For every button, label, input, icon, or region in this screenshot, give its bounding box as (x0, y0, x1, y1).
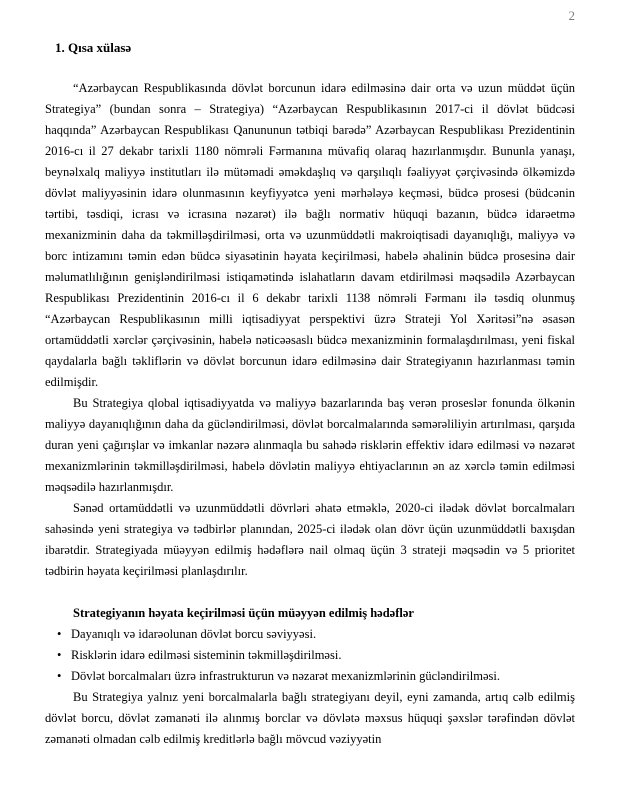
bullet-item: • Dövlət borcalmaları üzrə infrastrukturun və nəzarət mexanizmlərinin gücləndirilməsi. (45, 666, 575, 687)
subsection-heading: Strategiyanın həyata keçirilməsi üçün müəyyən edilmiş hədəflər (73, 606, 414, 620)
paragraph-1: “Azərbaycan Respublikasında dövlət borcunun idarə edilməsinə dair orta və uzun müddət üçün Strategiya” (bundan sonra – Strategiya) “Azərbaycan Respublikasının 2017-ci il dövlət büdcəsi haqqında” Azərbaycan Respublikası Qanununun tətbiqi barədə” Azərbaycan Respublikası Prezidentinin 2016-cı il 27 dekabr tarixli 1180 nömrəli Fərmanına müvafiq olaraq hazırlanmışdır. Bununla yanaşı, beynəlxalq maliyyə institutları ilə mütəmadi əməkdaşlıq və qarşılıqlı fəaliyyət çərçivəsində ölkəmizdə dövlət maliyyəsinin idarə olunmasının keyfiyyətcə yeni mərhələyə keçməsi, büdcə prosesi (büdcənin tərtibi, təsdiqi, icrası və icrasına nəzarət) ilə bağlı normativ hüquqi bazanın, büdcə idarəetmə mexanizminin daha da təkmilləşdirilməsi, orta və uzunmüddətli makroiqtisadi dayanıqlığı, maliyyə və borc intizamını təmin edən büdcə siyasətinin həyata keçirilməsi, habelə əhalinin büdcə prosesinə dair məlumatlılığının genişləndirilməsi istiqamətində islahatların davam etdirilməsi məqsədilə Azərbaycan Respublikası Prezidentinin 2016-cı il 6 dekabr tarixli 1138 nömrəli Fərmanı ilə təsdiq olunmuş “Azərbaycan Respublikasının milli iqtisadiyyat perspektivi üzrə Strateji Yol Xəritəsi”nə əsasən ortamüddətli xərclər çərçivəsinin, habelə nəticəəsaslı büdcə mexanizminin formalaşdırılması, yeni fiskal qaydalarla bağlı təkliflərin və dövlət borcunun idarə edilməsinə dair Strategiyanın hazırlanması təmin edilmişdir. (45, 81, 575, 389)
bullet-item: • Dayanıqlı və idarəolunan dövlət borcu səviyyəsi. (45, 624, 575, 645)
section-heading: 1. Qısa xülasə (55, 40, 132, 55)
paragraph-3: Sənəd ortamüddətli və uzunmüddətli dövrləri əhatə etməklə, 2020-ci ilədək dövlət borcalmaları sahəsində yeni strategiya və tədbirlər planından, 2025-ci ilədək olan dövr üçün uzunmüddətli baxışdan ibarətdir. Strategiyada müəyyən edilmiş hədəflərə nail olmaq üçün 3 strateji məqsədin və 5 prioritet tədbirin həyata keçirilməsi planlaşdırılır. (45, 501, 575, 578)
bullet-list (45, 624, 575, 687)
closing-paragraph: Bu Strategiya yalnız yeni borcalmalarla bağlı strategiyanı deyil, eyni zamanda, artıq cəlb edilmiş dövlət borcu, dövlət zəmanəti ilə alınmış borclar və dövlətə məxsus hüquqi şəxslər tərəfindən dövlət zəmanəti olmadan cəlb edilmiş kreditlərlə bağlı mövcud vəziyyətin (45, 690, 575, 746)
page-number: 2 (568, 8, 575, 23)
bullet-item: • Risklərin idarə edilməsi sisteminin təkmilləşdirilməsi. (45, 645, 575, 666)
paragraph-2: Bu Strategiya qlobal iqtisadiyyatda və maliyyə bazarlarında baş verən proseslər fonunda ölkənin maliyyə dayanıqlığının daha da gücləndirilməsi, dövlət borcalmalarında səmərəliliyin artırılması, qarşıda duran yeni çağırışlar və imkanlar nəzərə alınmaqla bu sahədə risklərin effektiv idarə edilməsi və nəzarət mexanizmlərinin təkmilləşdirilməsi, habelə dövlətin maliyyə ehtiyaclarının ən az xərclə təmin edilməsi məqsədilə hazırlanmışdır. (45, 396, 575, 494)
